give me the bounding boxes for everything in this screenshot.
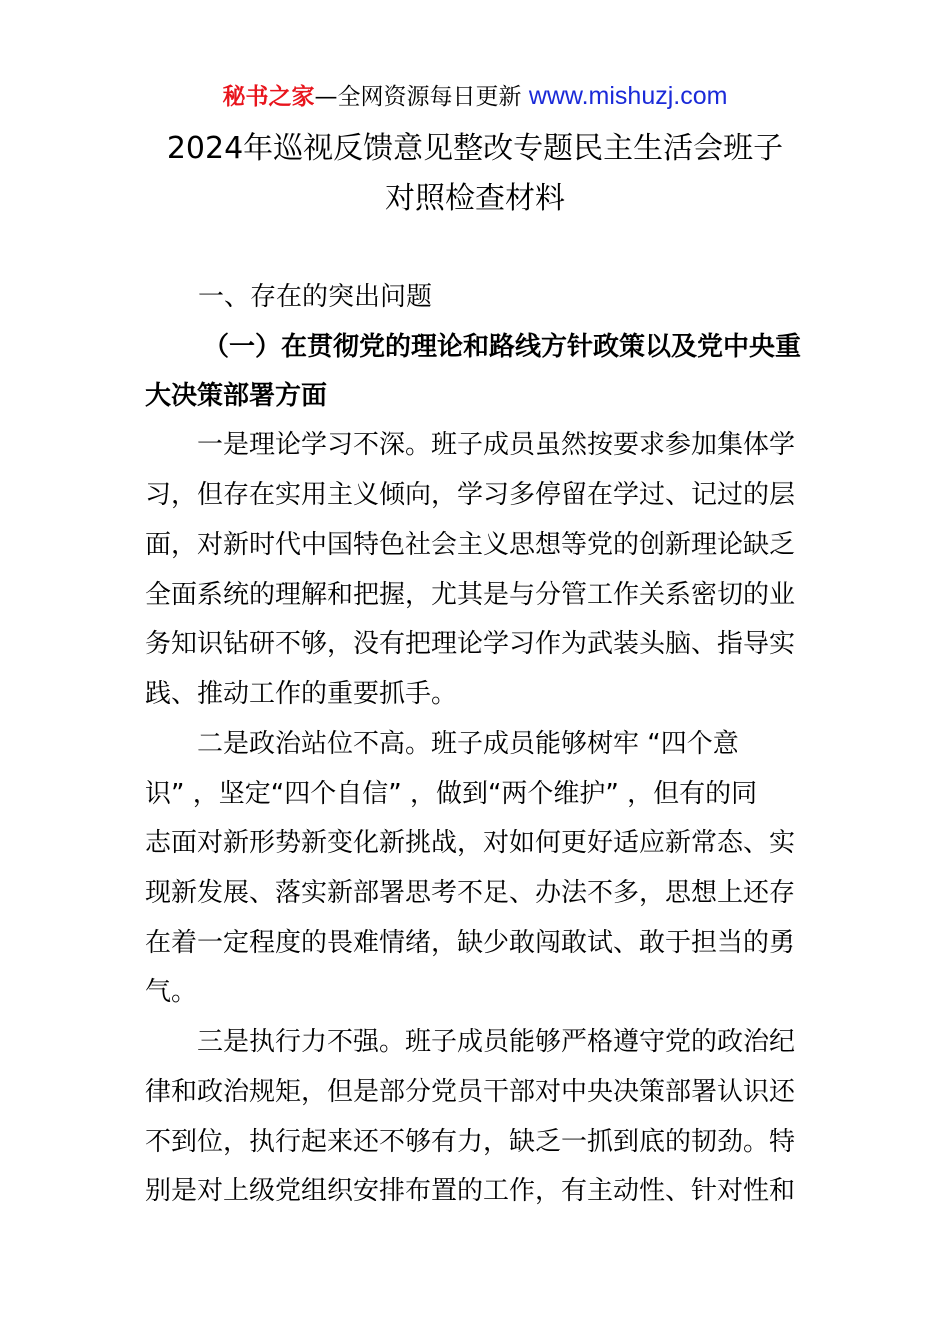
paragraph-line: 三是执行力不强。班子成员能够严格遵守党的政治纪	[197, 1027, 796, 1057]
banner-url[interactable]: www.mishuzj.com	[528, 82, 728, 110]
paragraph-line: 践、推动工作的重要抓手。	[145, 679, 458, 709]
paragraph-line: 识” ，坚定“四个自信” ，做到“两个维护” ，但有的同	[145, 779, 758, 809]
title-line-2: 对照检查材料	[385, 181, 565, 216]
paragraph-line: 务知识钻研不够，没有把理论学习作为武装头脑、指导实	[145, 629, 796, 659]
banner-tagline: —全网资源每日更新	[314, 84, 529, 110]
subsection-heading: （一）在贯彻党的理论和路线方针政策以及党中央重	[203, 332, 802, 362]
paragraph-line: 面，对新时代中国特色社会主义思想等党的创新理论缺乏	[145, 530, 796, 560]
paragraph-line: 习，但存在实用主义倾向，学习多停留在学过、记过的层	[145, 480, 796, 510]
paragraph-line: 气。	[145, 977, 198, 1007]
paragraph-line: 律和政治规矩，但是部分党员干部对中央决策部署认识还	[145, 1077, 796, 1107]
section-heading: 一、存在的突出问题	[198, 282, 433, 312]
document-title	[0, 124, 950, 224]
paragraph-line: 不到位，执行起来还不够有力，缺乏一抓到底的韧劲。特	[145, 1127, 796, 1157]
paragraph-line: 全面系统的理解和把握，尤其是与分管工作关系密切的业	[145, 580, 796, 610]
paragraph-line: 在着一定程度的畏难情绪，缺少敢闯敢试、敢于担当的勇	[145, 928, 796, 958]
subsection-heading-continued: 大决策部署方面	[145, 381, 328, 411]
paragraph-line: 志面对新形势新变化新挑战，对如何更好适应新常态、实	[145, 828, 796, 858]
paragraph-line: 二是政治站位不高。班子成员能够树牢 “四个意	[197, 729, 739, 759]
brand-name: 秘书之家	[222, 84, 315, 110]
paragraph-line: 一是理论学习不深。班子成员虽然按要求参加集体学	[197, 430, 796, 460]
paragraph-line: 现新发展、落实新部署思考不足、办法不多，思想上还存	[145, 878, 796, 908]
paragraph-line: 别是对上级党组织安排布置的工作，有主动性、针对性和	[145, 1176, 796, 1206]
title-line-1: 2024年巡视反馈意见整改专题民主生活会班子	[166, 131, 784, 166]
site-banner	[0, 80, 950, 113]
